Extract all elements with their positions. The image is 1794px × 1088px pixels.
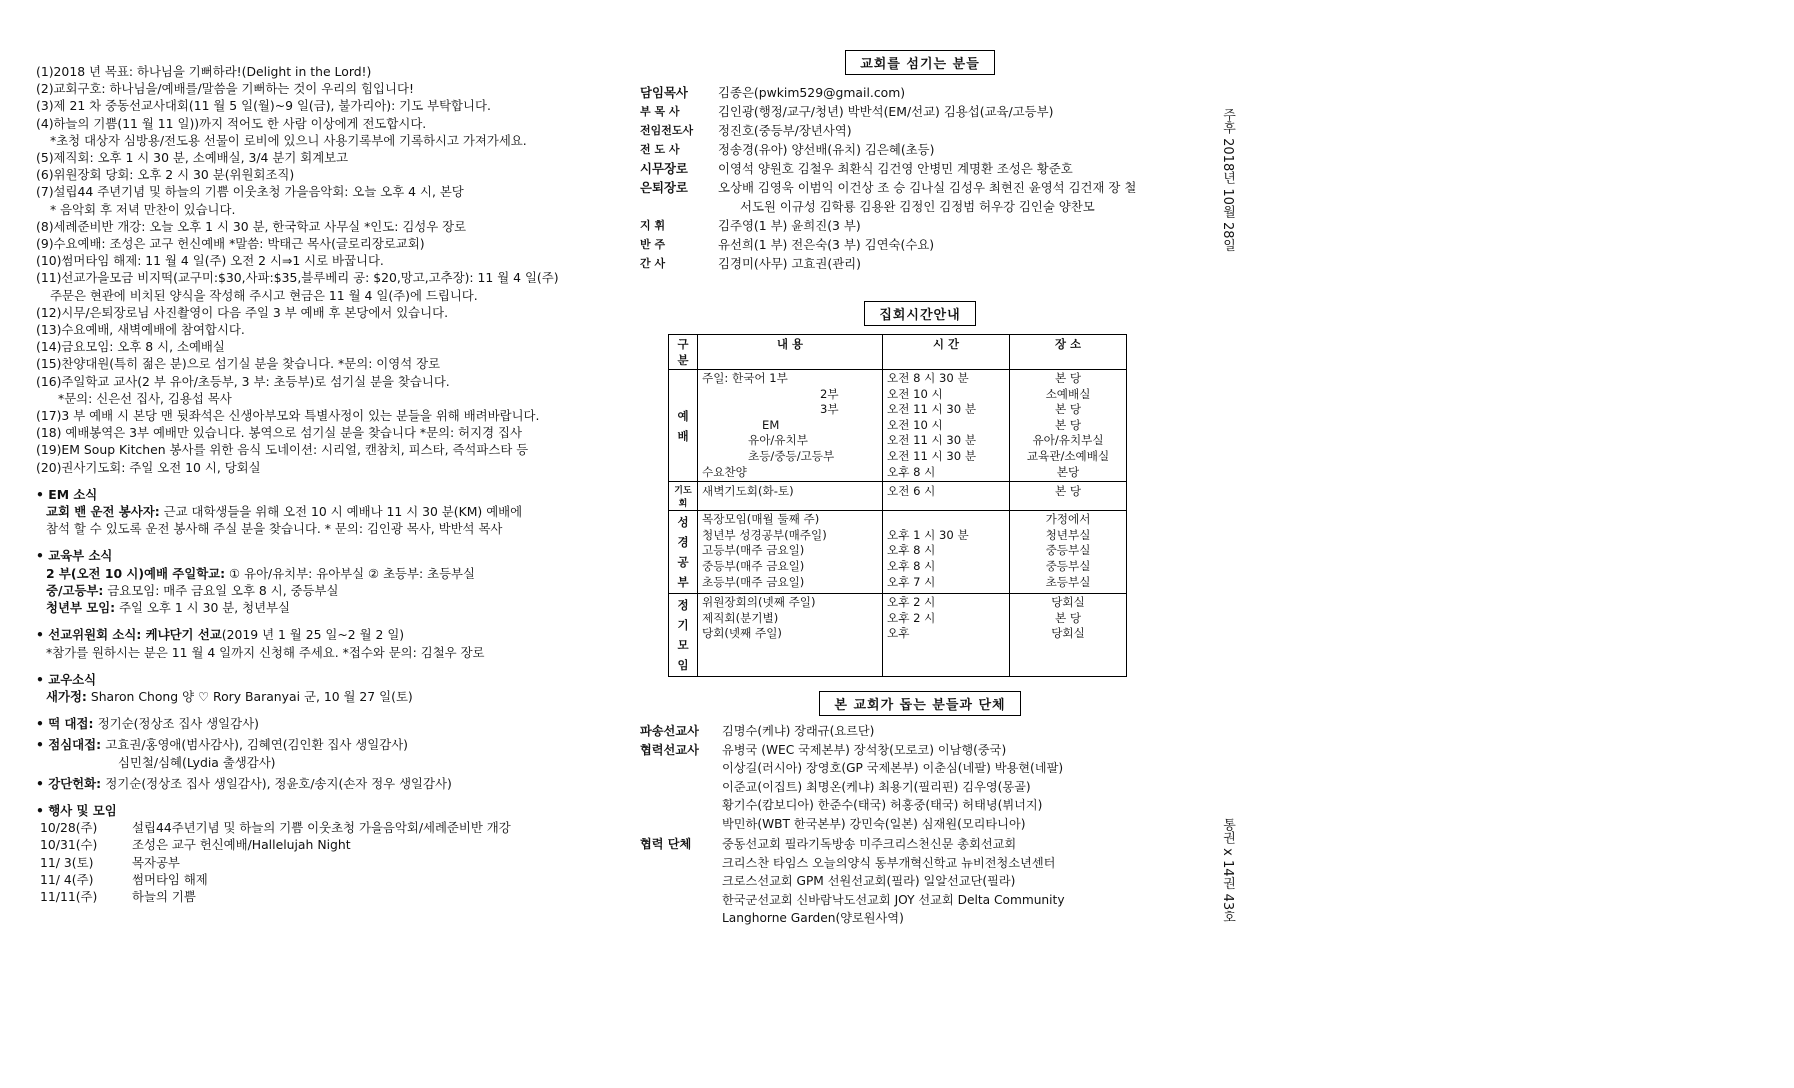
event-row [36, 854, 626, 871]
table-cell-line: 오전 11 시 30 분 [887, 402, 977, 417]
edu-text: 금요모임: 매주 금요일 오후 8 시, 중등부실 [107, 582, 339, 598]
partner-names: 황기수(캄보디아) 한준수(태국) 허홍중(태국) 허태녕(뷔너지) [722, 798, 1043, 813]
server-role: 은퇴장로 [640, 180, 688, 195]
member-news: • 교우소식 새가정: Sharon Chong 양 ♡ Rory Baranyai 군, 10 월 27 일(토) [36, 671, 413, 704]
server-role: 전임전도사 [640, 124, 694, 137]
table-cell-line: 오전 10 시 [887, 417, 943, 432]
partner-names: 이준교(이집트) 최명온(케냐) 최용기(필리핀) 김우영(몽골) [722, 779, 1031, 794]
partner-names: 박민하(WBT 한국본부) 강민숙(일본) 심재원(모리타니아) [722, 816, 1026, 831]
announcement-item: (5)제직회: 오후 1 시 30 분, 소예배실, 3/4 분기 회계보고 [36, 150, 349, 166]
flowers-title: 강단헌화: [48, 775, 102, 791]
table-cell-line: EM [762, 417, 780, 432]
events: • 행사 및 모임 10/28(주) 설립44주년기념 및 하늘의 기쁨 이웃초청 가을음악회/세례준비반 개강 10/31(수) 조성은 교구 헌신예배/Hallelujah Night 11/ 3(토) 목자공부 11/ 4(주) 썸머타임 해제 11/11(주) 하늘의 기쁨 [36, 802, 626, 905]
event-date: 11/11(주) [40, 888, 98, 904]
server-row [640, 102, 1200, 121]
table-cell-line: 본 당 [1054, 417, 1082, 432]
announcement-item: (20)권사기도회: 주일 오전 10 시, 당회실 [36, 459, 261, 475]
announcement-item: (2)교회구호: 하나님을/예배를/말씀을 기뻐하는 것이 우리의 힘입니다! [36, 81, 414, 97]
retired-elders-cont: 서도원 이규성 김학룡 김용완 김정인 김정범 허우강 김인술 양찬모 [740, 199, 1095, 214]
servers-title: 교회를 섬기는 분들 [845, 50, 995, 75]
events-title: 행사 및 모임 [48, 802, 117, 818]
mission-name: 케냐단기 선교 [145, 627, 222, 643]
edu-text: ① 유아/유치부: 유아부실 ② 초등부: 초등부실 [229, 565, 475, 581]
bulletin-issue: 통권 x 14권 43호 [1220, 818, 1235, 924]
announcement-note: *문의: 신은선 집사, 김용섭 목사 [58, 390, 232, 406]
partners-title: 본 교회가 돕는 분들과 단체 [819, 691, 1020, 716]
event-row [36, 836, 626, 853]
server-row [640, 121, 1200, 140]
bible-contents [698, 511, 883, 594]
server-row [640, 254, 1200, 273]
em-news-title: EM 소식 [48, 486, 98, 502]
server-names: 김인광(행정/교구/청년) 박반석(EM/선교) 김용섭(교육/고등부) [718, 104, 1054, 119]
server-row [640, 83, 1200, 102]
flowers-text: 정기순(정상조 집사 생일감사), 정윤호/송지(손자 정우 생일감사) [105, 775, 452, 791]
server-names: 오상배 김영욱 이범익 이건상 조 승 김나실 김성우 최현진 윤영석 김건재 장 철 [718, 180, 1137, 195]
announcement-item: (14)금요모임: 오후 8 시, 소예배실 [36, 339, 225, 355]
mission-title: 선교위원회 소식: [48, 627, 142, 643]
announcement-item: (18) 예배봉역은 3부 예배만 있습니다. 봉역으로 섬기실 분을 찾습니다 *문의: 허지경 집사 [36, 425, 522, 441]
event-text: 썸머타임 해제 [132, 871, 208, 887]
event-date: 11/ 3(토) [40, 854, 94, 870]
announcement-note: 주문은 현관에 비치된 양식을 작성해 주시고 현금은 11 월 4 일(주)에 드립니다. [50, 287, 478, 303]
table-cell-line: 수요찬양 [702, 464, 747, 479]
server-row [640, 216, 1200, 235]
event-row [36, 888, 626, 905]
times-title: 집회시간안내 [864, 301, 975, 326]
table-cell-line: 교육관/소예배실 [1026, 448, 1110, 463]
partner-names: 중동선교회 필라기독방송 미주크리스천신문 총회선교회 [722, 837, 1017, 852]
worship-contents [698, 370, 883, 482]
announcement-item: (13)수요예배, 새벽예배에 참여합시다. [36, 322, 245, 338]
prayer-place: 본 당 [1010, 482, 1127, 511]
lunch-text-cont: 심민철/심혜(Lydia 출생감사) [118, 754, 276, 770]
table-cell-line: 위원장회의(넷째 주일) [702, 595, 816, 610]
em-news: • EM 소식 교회 밴 운전 봉사자: 근교 대학생들을 위해 오전 10 시 예배나 11 시 30 분(KM) 예배에 참석 할 수 있도록 운전 봉사해 주실 분을 찾습니다. * 문의: 김인광 목사, 박반석 목사 [36, 486, 626, 538]
meeting-times-table [668, 334, 1127, 677]
meeting-contents [698, 594, 883, 677]
server-role: 담임목사 [640, 85, 688, 100]
rice-cake: • 떡 대접: 정기순(정상조 집사 생일감사) [36, 716, 259, 732]
server-role: 지 휘 [640, 219, 666, 232]
edu-text: 주일 오후 1 시 30 분, 청년부실 [119, 600, 290, 616]
server-names: 김경미(사무) 고효권(관리) [718, 256, 861, 271]
table-cell-line: 본당 [1056, 464, 1080, 479]
server-role: 시무장로 [640, 161, 688, 176]
table-cell-line: 중등부실 [1045, 543, 1091, 558]
edu-news: • 교육부 소식 2 부(오전 10 시)예배 주일학교: ① 유아/유치부: 유아부실 ② 초등부: 초등부실 중/고등부: 금요모임: 매주 금요일 오후 8 시, 중등부실 청년부 모임: 주일 오후 1 시 30 분, 청년부실 [36, 548, 475, 616]
event-date: 11/ 4(주) [40, 871, 94, 887]
event-text: 조성은 교구 헌신예배/Hallelujah Night [132, 837, 351, 853]
partner-role: 협력선교사 [640, 742, 699, 757]
bible-times [883, 511, 1010, 594]
event-text: 목자공부 [132, 854, 180, 870]
servers-list [640, 83, 1200, 273]
table-cell-line: 당회(넷째 주일) [702, 626, 782, 641]
server-role: 전 도 사 [640, 143, 680, 156]
server-names: 김주영(1 부) 윤희진(3 부) [718, 218, 861, 233]
member-label: 새가정: [46, 688, 87, 704]
announcement-item: (9)수요예배: 조성은 교구 헌신예배 *말씀: 박태근 목사(글로리장로교회) [36, 236, 425, 252]
announcement-item: (11)선교가을모금 비지떡(교구미:$30,사파:$35,블루베리 공: $20,망고,고추장): 11 월 4 일(주) [36, 270, 559, 286]
event-text: 설립44주년기념 및 하늘의 기쁨 이웃초청 가을음악회/세례준비반 개강 [132, 820, 511, 836]
announcement-item: (10)썸머타임 해제: 11 월 4 일(주) 오전 2 시⇒1 시로 바꿉니다. [36, 253, 384, 269]
table-cell-line: 초등부실 [1045, 574, 1091, 589]
table-cell-line: 오후 7 시 [887, 574, 936, 589]
event-date: 10/28(주) [40, 820, 98, 836]
em-label: 교회 밴 운전 봉사자: [46, 504, 160, 520]
mission-note: *참가를 원하시는 분은 11 월 4 일까지 신청해 주세요. *접수와 문의: 김철우 장로 [46, 644, 485, 660]
table-cell-line: 유아/유치부 [748, 433, 808, 448]
table-cell-line: 주일: 한국어 1부 [702, 371, 788, 385]
table-cell-line: 오전 10 시 [887, 386, 943, 401]
server-row [640, 159, 1200, 178]
announcement-note: * 음악회 후 저녁 만찬이 있습니다. [50, 201, 236, 217]
table-cell-line: 청년부 성경공부(매주일) [702, 527, 827, 542]
meeting-places [1010, 594, 1127, 677]
col-header: 구분 [669, 335, 698, 370]
server-row [640, 178, 1200, 197]
table-cell-line: 오후 [887, 626, 910, 641]
table-cell-line: 본 당 [1054, 402, 1082, 417]
event-row [36, 819, 626, 836]
table-cell-line [887, 512, 1005, 528]
partner-names: 크로스선교회 GPM 선원선교회(필라) 일알선교단(필라) [722, 874, 1016, 889]
table-cell-line: 오후 8 시 [887, 464, 936, 479]
partners-list [640, 722, 1200, 928]
partner-names: 김명수(케냐) 장래규(요르단) [722, 724, 875, 739]
rice-cake-title: 떡 대접: [48, 716, 94, 732]
partner-names: Langhorne Garden(양로원사역) [722, 911, 904, 926]
announcement-item: (12)시무/은퇴장로님 사진촬영이 다음 주일 3 부 예배 후 본당에서 있습니다. [36, 304, 449, 320]
col-header: 내 용 [698, 335, 883, 370]
event-text: 하늘의 기쁨 [132, 888, 196, 904]
edu-label: 2 부(오전 10 시)예배 주일학교: [46, 565, 226, 581]
announcement-note: *초청 대상자 심방용/전도용 선물이 로비에 있으니 사용기록부에 기록하시고 가져가세요. [50, 132, 527, 148]
announcement-item: (3)제 21 차 중동선교사대회(11 월 5 일(월)~9 일(금), 불가리아): 기도 부탁합니다. [36, 98, 491, 114]
worship-category [669, 370, 698, 482]
table-row [669, 482, 1127, 511]
server-names: 정진호(중등부/장년사역) [718, 123, 852, 138]
edu-label: 중/고등부: [46, 582, 104, 598]
table-cell-line: 오전 11 시 30 분 [887, 448, 977, 463]
server-names: 이영석 양원호 김철우 최환식 김건영 안병민 계명환 조성은 황준호 [718, 161, 1073, 176]
table-cell-line: 3부 [820, 402, 839, 417]
announcement-item: (19)EM Soup Kitchen 봉사를 위한 음식 도네이션: 시리얼, 캔참치, 피스타, 즉석파스타 등 [36, 442, 529, 458]
announcement-item: (17)3 부 예배 시 본당 맨 뒷좌석은 신생아부모와 특별사정이 있는 분들을 위해 배려바랍니다. [36, 408, 540, 424]
table-row [669, 370, 1127, 482]
em-text: 근교 대학생들을 위해 오전 10 시 예배나 11 시 30 분(KM) 예배에 [163, 504, 523, 520]
table-cell-line: 청년부실 [1045, 527, 1091, 542]
lunch: • 점심대접: 고효권/홍영애(범사감사), 김혜연(김인환 집사 생일감사) 심민철/심혜(Lydia 출생감사) [36, 736, 626, 770]
edu-news-title: 교육부 소식 [48, 548, 113, 564]
flowers: • 강단헌화: 정기순(정상조 집사 생일감사), 정윤호/송지(손자 정우 생일감사) [36, 775, 452, 791]
table-cell-line: 오후 2 시 [887, 610, 936, 625]
lunch-text: 고효권/홍영애(범사감사), 김혜연(김인환 집사 생일감사) [105, 737, 408, 753]
table-cell-line: 가정에서 [1045, 512, 1091, 527]
table-cell-line: 제직회(분기별) [702, 610, 779, 625]
server-names: 유선희(1 부) 전은숙(3 부) 김연숙(수요) [718, 237, 935, 252]
bulletin-date: 주후 2018년 10월 28일 [1220, 108, 1235, 252]
table-row [669, 594, 1127, 677]
server-row [640, 140, 1200, 159]
lunch-title: 점심대접: [48, 737, 102, 753]
announcement-item: (16)주일학교 교사(2 부 유아/초등부, 3 부: 초등부)로 섬기실 분을 찾습니다. [36, 373, 450, 389]
meeting-category [669, 594, 698, 677]
table-cell-line: 소예배실 [1045, 386, 1091, 401]
worship-places [1010, 370, 1127, 482]
partner-names: 한국군선교회 신바람낙도선교회 JOY 선교회 Delta Community [722, 892, 1065, 907]
left-column [36, 63, 626, 905]
server-role: 부 목 사 [640, 105, 680, 118]
category-label: 정 기 모 임 [677, 598, 689, 673]
table-cell-line: 2부 [820, 386, 839, 401]
table-cell-line: 오전 11 시 30 분 [887, 433, 977, 448]
bible-category [669, 511, 698, 594]
partner-role: 파송선교사 [640, 724, 699, 739]
server-role: 간 사 [640, 257, 666, 270]
member-news-title: 교우소식 [48, 671, 97, 687]
table-cell-line: 초등/중등/고등부 [748, 448, 835, 463]
prayer-time: 오전 6 시 [883, 482, 1010, 511]
table-cell-line: 당회실 [1051, 626, 1085, 641]
col-header: 시 간 [883, 335, 1010, 370]
table-cell-line: 당회실 [1051, 595, 1085, 610]
category-label: 예 배 [677, 408, 689, 443]
table-cell-line: 중등부실 [1045, 558, 1091, 573]
rice-cake-text: 정기순(정상조 집사 생일감사) [97, 716, 259, 732]
prayer-content: 새벽기도회(화-토) [698, 482, 883, 511]
events-list [36, 819, 626, 905]
announcement-item: (15)찬양대원(특히 젊은 분)으로 섬기실 분을 찾습니다. *문의: 이영석 장로 [36, 356, 441, 372]
partner-names: 이상길(러시아) 장영호(GP 국제본부) 이춘심(네팔) 박용현(네팔) [722, 761, 1064, 776]
event-date: 10/31(수) [40, 837, 98, 853]
server-names: 정송경(유아) 양선배(유치) 김은혜(초등) [718, 142, 935, 157]
server-row [640, 235, 1200, 254]
bible-places [1010, 511, 1127, 594]
member-text: Sharon Chong 양 ♡ Rory Baranyai 군, 10 월 27 일(토) [90, 688, 413, 704]
announcement-item: (4)하늘의 기쁨(11 월 11 일))까지 적어도 한 사람 이상에게 전도합시다. [36, 115, 427, 131]
announcement-item: (8)세례준비반 개강: 오늘 오후 1 시 30 분, 한국학교 사무실 *인도: 김성우 장로 [36, 218, 467, 234]
table-cell-line: 고등부(매주 금요일) [702, 543, 805, 558]
table-row [669, 511, 1127, 594]
table-cell-line: 본 당 [1054, 610, 1082, 625]
category-label: 성 경 공 부 [677, 515, 689, 590]
announcement-item: (7)설립44 주년기념 및 하늘의 기쁨 이웃초청 가을음악회: 오늘 오후 4 시, 본당 [36, 184, 464, 200]
announcement-item: (1)2018 년 목표: 하나님을 기뻐하라!(Delight in the Lord!) [36, 64, 372, 79]
partner-role: 협력 단체 [640, 837, 692, 852]
server-names: 김종은(pwkim529@gmail.com) [718, 85, 906, 100]
table-cell-line: 본 당 [1054, 371, 1082, 385]
mission-news: • 선교위원회 소식: 케냐단기 선교(2019 년 1 월 25 일~2 월 2 일) *참가를 원하시는 분은 11 월 4 일까지 신청해 주세요. *접수와 문의: 김철우 장로 [36, 626, 626, 660]
partner-names: 유병국 (WEC 국제본부) 장석창(모로코) 이남행(중국) [722, 742, 1007, 757]
col-header: 장 소 [1010, 335, 1127, 370]
edu-label: 청년부 모임: [46, 600, 116, 616]
partner-names: 크리스찬 타임스 오늘의양식 동부개혁신학교 뉴비전청소년센터 [722, 855, 1056, 870]
table-cell-line: 오후 8 시 [887, 558, 936, 573]
table-cell-line: 오전 8 시 30 분 [887, 371, 969, 385]
em-text-cont: 참석 할 수 있도록 운전 봉사해 주실 분을 찾습니다. * 문의: 김인광 목사, 박반석 목사 [46, 521, 503, 537]
prayer-category: 기도회 [669, 482, 698, 511]
server-role: 반 주 [640, 238, 666, 251]
table-cell-line: 오후 2 시 [887, 595, 936, 610]
table-cell-line: 오후 1 시 30 분 [887, 527, 969, 542]
event-row [36, 871, 626, 888]
middle-column [640, 50, 1200, 928]
worship-times [883, 370, 1010, 482]
table-cell-line: 오후 8 시 [887, 543, 936, 558]
table-header-row [669, 335, 1127, 370]
announcements [36, 63, 626, 476]
table-cell-line: 목장모임(매월 둘째 주) [702, 512, 820, 527]
table-cell-line: 중등부(매주 금요일) [702, 558, 805, 573]
announcement-item: (6)위원장회 당회: 오후 2 시 30 분(위원회조직) [36, 167, 295, 183]
meeting-times [883, 594, 1010, 677]
table-cell-line: 유아/유치부실 [1032, 433, 1104, 448]
table-cell-line: 초등부(매주 금요일) [702, 574, 805, 589]
mission-dates: (2019 년 1 월 25 일~2 월 2 일) [221, 627, 405, 643]
